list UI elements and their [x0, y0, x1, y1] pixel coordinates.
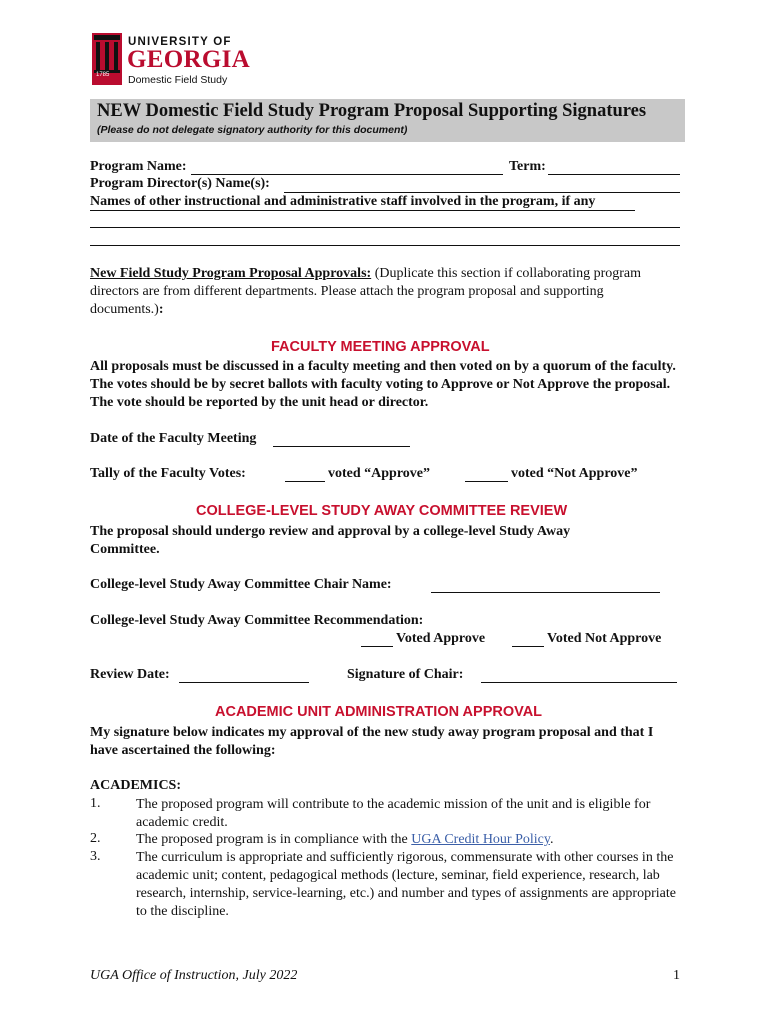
- uga-logo: [92, 30, 272, 88]
- tally-not-approve-label: voted “Not Approve”: [511, 466, 638, 481]
- approvals-text: (Duplicate this section if collaborating program directors are from different departments. Please attach the program proposal and supporting documents.): [90, 266, 641, 317]
- academics-item-3: The curriculum is appropriate and sufficiently rigorous, commensurate with other courses in the academic unit; content, pedagogical methods (lecture, seminar, field experience, research, lab research, internship, service-learning, etc.) and number and types of assignments are appropriate to the discipline.: [136, 850, 676, 919]
- chair-name-field[interactable]: [431, 592, 660, 593]
- program-name-field[interactable]: [191, 174, 503, 175]
- voted-not-approve-label: Voted Not Approve: [547, 631, 662, 646]
- logo-university-of: UNIVERSITY OF: [128, 36, 232, 48]
- approvals-label: New Field Study Program Proposal Approvals:: [90, 266, 372, 281]
- program-directors-field[interactable]: [284, 192, 680, 193]
- academic-heading: ACADEMIC UNIT ADMINISTRATION APPROVAL: [215, 704, 543, 720]
- chair-name-label: College-level Study Away Committee Chair Name:: [90, 577, 392, 592]
- credit-hour-policy-link[interactable]: UGA Credit Hour Policy: [411, 832, 550, 847]
- academics-subheading: ACADEMICS:: [90, 778, 181, 793]
- term-label: Term:: [509, 159, 546, 174]
- staff-label: Names of other instructional and administrative staff involved in the program, if any: [90, 194, 596, 209]
- tally-label: Tally of the Faculty Votes:: [90, 466, 246, 481]
- program-name-label: Program Name:: [90, 159, 187, 174]
- academic-body: My signature below indicates my approval of the new study away program proposal and that I have ascertained the following:: [90, 725, 654, 758]
- staff-label-underline: [90, 210, 635, 211]
- tally-approve-label: voted “Approve”: [328, 466, 431, 481]
- approvals-intro: [90, 265, 680, 319]
- logo-georgia: GEORGIA: [127, 46, 250, 73]
- college-body: The proposal should undergo review and approval by a college-level Study Away Committee.: [90, 524, 571, 557]
- voted-approve-field[interactable]: [361, 646, 393, 647]
- term-field[interactable]: [548, 174, 680, 175]
- review-date-label: Review Date:: [90, 667, 170, 682]
- logo-subtitle: Domestic Field Study: [128, 74, 228, 86]
- staff-field-line-1[interactable]: [90, 227, 680, 228]
- academics-item-3-num: 3.: [90, 849, 101, 864]
- academics-item-1: The proposed program will contribute to the academic mission of the unit and is eligible for academic credit.: [136, 797, 651, 830]
- voted-not-approve-field[interactable]: [512, 646, 544, 647]
- chair-signature-label: Signature of Chair:: [347, 667, 464, 682]
- faculty-date-label: Date of the Faculty Meeting: [90, 431, 257, 446]
- recommendation-label: College-level Study Away Committee Recommendation:: [90, 613, 424, 628]
- academics-item-2-text: The proposed program is in compliance with the: [136, 832, 412, 847]
- tally-not-approve-field[interactable]: [465, 481, 508, 482]
- faculty-body: All proposals must be discussed in a faculty meeting and then voted on by a quorum of the faculty. The votes should be by secret ballots with faculty voting to Approve or Not Approve the proposal. The vote should be reported by the unit head or director.: [90, 359, 676, 410]
- approvals-colon: :: [158, 302, 164, 317]
- program-directors-label: Program Director(s) Name(s):: [90, 176, 270, 191]
- footer-office: UGA Office of Instruction, July 2022: [90, 968, 298, 983]
- tally-approve-field[interactable]: [285, 481, 325, 482]
- page-number: 1: [673, 968, 680, 983]
- review-date-field[interactable]: [179, 682, 309, 683]
- academics-item-2-num: 2.: [90, 831, 101, 846]
- page-title: NEW Domestic Field Study Program Proposal Supporting Signatures: [97, 101, 647, 121]
- chair-signature-field[interactable]: [481, 682, 677, 683]
- faculty-date-field[interactable]: [273, 446, 410, 447]
- academics-item-1-num: 1.: [90, 796, 101, 811]
- academics-item-2-end: .: [549, 832, 554, 847]
- voted-approve-label: Voted Approve: [396, 631, 486, 646]
- title-banner: [90, 99, 685, 142]
- academics-item-2: [136, 831, 681, 849]
- faculty-heading: FACULTY MEETING APPROVAL: [271, 339, 490, 355]
- delegation-note: (Please do not delegate signatory authority for this document): [97, 124, 408, 136]
- staff-field-line-2[interactable]: [90, 245, 680, 246]
- logo-year: 1785: [96, 72, 110, 78]
- college-heading: COLLEGE-LEVEL STUDY AWAY COMMITTEE REVIEW: [196, 503, 568, 519]
